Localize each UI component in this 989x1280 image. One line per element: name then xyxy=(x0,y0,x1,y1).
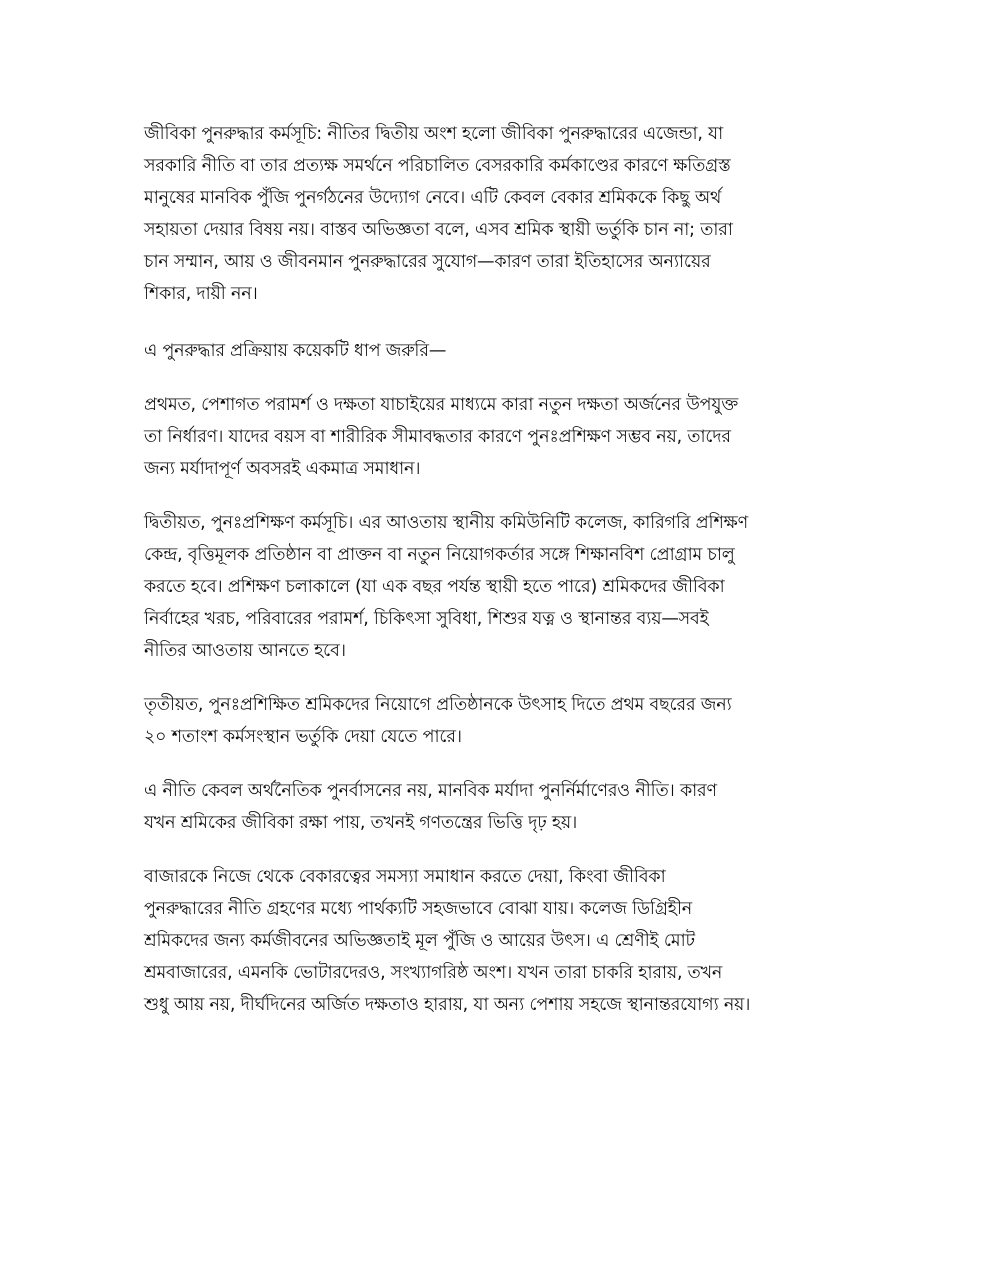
text-line: দ্বিতীয়ত, পুনঃপ্রশিক্ষণ কর্মসূচি। এর আওতায় স্থানীয় কমিউনিটি কলেজ, কারিগরি প্রশিক্ষণ xyxy=(144,513,749,533)
text-line: মানুষের মানবিক পুঁজি পুনর্গঠনের উদ্যোগ নেবে। এটি কেবল বেকার শ্রমিককে কিছু অর্থ xyxy=(144,188,722,208)
text-line: যখন শ্রমিকের জীবিকা রক্ষা পায়, তখনই গণতন্ত্রের ভিত্তি দৃঢ় হয়। xyxy=(144,813,578,833)
paragraph-step-third xyxy=(144,689,864,753)
paragraph-step-first xyxy=(144,389,864,485)
text-line: সহায়তা দেয়ার বিষয় নয়। বাস্তব অভিজ্ঞতা বলে, এসব শ্রমিক স্থায়ী ভর্তুকি চান না; তারা xyxy=(144,220,733,240)
text-line: নীতির আওতায় আনতে হবে। xyxy=(144,641,346,661)
paragraph-steps-intro xyxy=(144,335,864,367)
text-line: তা নির্ধারণ। যাদের বয়স বা শারীরিক সীমাবদ্ধতার কারণে পুনঃপ্রশিক্ষণ সম্ভব নয়, তাদের xyxy=(144,427,731,447)
text-line: শ্রমিকদের জন্য কর্মজীবনের অভিজ্ঞতাই মূল পুঁজি ও আয়ের উৎস। এ শ্রেণীই মোট xyxy=(144,931,695,951)
text-line: চান সম্মান, আয় ও জীবনমান পুনরুদ্ধারের সুযোগ—কারণ তারা ইতিহাসের অন্যায়ের xyxy=(144,252,711,272)
text-line: করতে হবে। প্রশিক্ষণ চলাকালে (যা এক বছর পর্যন্ত স্থায়ী হতে পারে) শ্রমিকদের জীবিকা xyxy=(144,577,725,597)
text-line: নির্বাহের খরচ, পরিবারের পরামর্শ, চিকিৎসা সুবিধা, শিশুর যত্ন ও স্থানান্তর ব্যয়—সবই xyxy=(144,609,709,629)
text-line: জীবিকা পুনরুদ্ধার কর্মসূচি: নীতির দ্বিতীয় অংশ হলো জীবিকা পুনরুদ্ধারের এজেন্ডা, যা xyxy=(144,124,723,144)
text-line: শুধু আয় নয়, দীর্ঘদিনের অর্জিত দক্ষতাও হারায়, যা অন্য পেশায় সহজে স্থানান্তরযোগ্য নয়। xyxy=(144,995,751,1015)
paragraph-market-vs-policy xyxy=(144,861,864,1021)
document-page xyxy=(144,118,864,1041)
text-line: সরকারি নীতি বা তার প্রত্যক্ষ সমর্থনে পরিচালিত বেসরকারি কর্মকাণ্ডের কারণে ক্ষতিগ্রস্ত xyxy=(144,156,731,176)
text-line: ২০ শতাংশ কর্মসংস্থান ভর্তুকি দেয়া যেতে পারে। xyxy=(144,727,462,747)
text-line: বাজারকে নিজে থেকে বেকারত্বের সমস্যা সমাধান করতে দেয়া, কিংবা জীবিকা xyxy=(144,867,666,887)
paragraph-policy-dignity xyxy=(144,775,864,839)
text-line: এ পুনরুদ্ধার প্রক্রিয়ায় কয়েকটি ধাপ জরুরি— xyxy=(144,341,447,361)
text-line: কেন্দ্র, বৃত্তিমূলক প্রতিষ্ঠান বা প্রাক্তন বা নতুন নিয়োগকর্তার সঙ্গে শিক্ষানবিশ প্রোগ্রাম চালু xyxy=(144,545,735,565)
text-line: পুনরুদ্ধারের নীতি গ্রহণের মধ্যে পার্থক্যটি সহজভাবে বোঝা যায়। কলেজ ডিগ্রিহীন xyxy=(144,899,692,919)
paragraph-livelihood-restoration xyxy=(144,118,864,310)
text-line: তৃতীয়ত, পুনঃপ্রশিক্ষিত শ্রমিকদের নিয়োগে প্রতিষ্ঠানকে উৎসাহ দিতে প্রথম বছরের জন্য xyxy=(144,695,732,715)
text-line: শিকার, দায়ী নন। xyxy=(144,284,258,304)
paragraph-step-second xyxy=(144,507,864,667)
text-line: প্রথমত, পেশাগত পরামর্শ ও দক্ষতা যাচাইয়ের মাধ্যমে কারা নতুন দক্ষতা অর্জনের উপযুক্ত xyxy=(144,395,739,415)
text-line: এ নীতি কেবল অর্থনৈতিক পুনর্বাসনের নয়, মানবিক মর্যাদা পুনর্নির্মাণেরও নীতি। কারণ xyxy=(144,781,717,801)
text-line: শ্রমবাজারের, এমনকি ভোটারদেরও, সংখ্যাগরিষ্ঠ অংশ। যখন তারা চাকরি হারায়, তখন xyxy=(144,963,723,983)
text-line: জন্য মর্যাদাপূর্ণ অবসরই একমাত্র সমাধান। xyxy=(144,459,421,479)
